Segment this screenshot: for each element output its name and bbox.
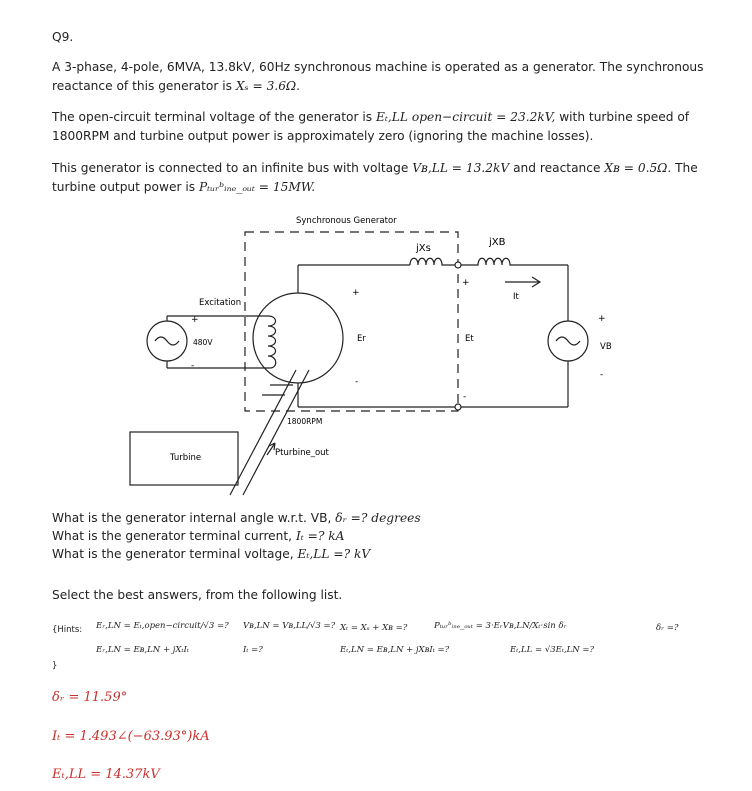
- ask-1: [52, 511, 421, 525]
- vb-label: VB: [600, 342, 612, 352]
- jxb-label: jXB: [489, 237, 506, 248]
- question-number: Q9.: [52, 30, 74, 44]
- et-plus: +: [462, 278, 470, 288]
- hint-6: Eᵣ,LN = Eʙ,LN + jXₜIₜ: [96, 645, 190, 655]
- xb-math: Xʙ = 0.5Ω.: [604, 161, 672, 175]
- vb-minus: -: [600, 370, 604, 380]
- turbine-label: Turbine: [170, 453, 202, 463]
- et-label: Et: [465, 334, 474, 344]
- ask-3-math: Eₜ,LL =? kV: [297, 547, 371, 561]
- hint-5: δᵣ =?: [656, 623, 679, 633]
- excitation-source-wave: [155, 337, 179, 345]
- para2-text: The open-circuit terminal voltage of the generator is: [52, 110, 373, 124]
- hint-9: Eₜ,LL = √3Eₜ,LN =?: [510, 645, 595, 655]
- hint-2: Vʙ,LN = Vʙ,LL/√3 =?: [243, 621, 336, 631]
- ask-2: [52, 529, 344, 543]
- para1-line2-text: reactance of this generator is: [52, 79, 232, 93]
- vb-plus: +: [598, 314, 606, 324]
- generator-boundary: [245, 232, 458, 411]
- para2-tail: with turbine speed of: [559, 110, 690, 124]
- para2-line2: 1800RPM and turbine output power is approximately zero (ignoring the machine losses).: [52, 129, 594, 143]
- hints-close: }: [52, 661, 58, 671]
- src-voltage: 480V: [193, 338, 213, 347]
- select-instruction: Select the best answers, from the following list.: [52, 588, 343, 602]
- para2-line1: [52, 110, 689, 124]
- bus-source-wave: [556, 337, 580, 345]
- ask-3-text: What is the generator terminal voltage,: [52, 547, 294, 561]
- rotor-circle: [253, 293, 343, 383]
- answer-delta: δᵣ = 11.59°: [52, 690, 128, 705]
- para1-line1: A 3-phase, 4-pole, 6MVA, 13.8kV, 60Hz synchronous machine is operated as a generator. The synchronous: [52, 60, 704, 74]
- hint-4: Pₜᵤᵣᵇᵢₙₑ_ₒᵤₜ = 3·EᵣVʙ,LN/Xₜ·sin δᵣ: [434, 621, 567, 631]
- exc-plus: +: [191, 315, 199, 325]
- rpm-label: 1800RPM: [287, 417, 323, 426]
- hint-3: Xₜ = Xₛ + Xʙ =?: [340, 623, 408, 633]
- para3-line2: [52, 180, 315, 194]
- it-label: It: [513, 292, 519, 302]
- hint-8: Eₜ,LN = Eʙ,LN + jXʙIₜ =?: [340, 645, 450, 655]
- ask-1-math: δᵣ =? degrees: [335, 511, 421, 525]
- para3-line1: [52, 161, 698, 175]
- ask-3: [52, 547, 370, 561]
- ask-2-text: What is the generator terminal current,: [52, 529, 293, 543]
- pturbine-math: Pₜᵤᵣᵇᵢₙₑ_ₒᵤₜ = 15MW.: [198, 180, 316, 194]
- terminal-node-top: [455, 262, 461, 268]
- hints-open: {Hints:: [52, 625, 83, 635]
- para3-tail: The: [675, 161, 698, 175]
- ask-1-text: What is the generator internal angle w.r.t. VB,: [52, 511, 332, 525]
- shaft-line-2: [243, 370, 309, 495]
- vbll-math: Vʙ,LL = 13.2kV: [412, 161, 510, 175]
- jxs-inductor: [410, 258, 458, 265]
- para3-and: and reactance: [513, 161, 601, 175]
- jxb-inductor: [458, 258, 568, 265]
- xs-math: Xₛ = 3.6Ω.: [235, 79, 300, 93]
- et-minus: -: [463, 392, 467, 402]
- answer-current: Iₜ = 1.493∠(−63.93°)kA: [52, 729, 210, 744]
- eoc-math: Eₜ,LL open−circuit = 23.2kV,: [376, 110, 556, 124]
- excitation-label: Excitation: [199, 298, 242, 308]
- field-winding: [268, 316, 276, 368]
- er-label: Er: [357, 334, 366, 344]
- terminal-node-bottom: [455, 404, 461, 410]
- para1-line2: [52, 79, 300, 93]
- er-plus: +: [352, 288, 360, 298]
- exc-minus: -: [191, 361, 195, 371]
- hint-1: Eᵣ,LN = Eₜ,open−circuit/√3 =?: [96, 621, 229, 631]
- hint-7: Iₜ =?: [243, 645, 263, 655]
- shaft-line-1: [230, 370, 296, 495]
- circuit-diagram: [0, 205, 752, 505]
- ask-2-math: Iₜ =? kA: [295, 529, 345, 543]
- pturbine-label: Pturbine_out: [275, 448, 329, 458]
- para3b-text: turbine output power is: [52, 180, 196, 194]
- diagram-title: Synchronous Generator: [296, 216, 397, 226]
- er-minus: -: [355, 377, 359, 387]
- answer-voltage: Eₜ,LL = 14.37kV: [52, 767, 160, 782]
- para3-text: This generator is connected to an infinite bus with voltage: [52, 161, 409, 175]
- jxs-label: jXs: [416, 243, 431, 254]
